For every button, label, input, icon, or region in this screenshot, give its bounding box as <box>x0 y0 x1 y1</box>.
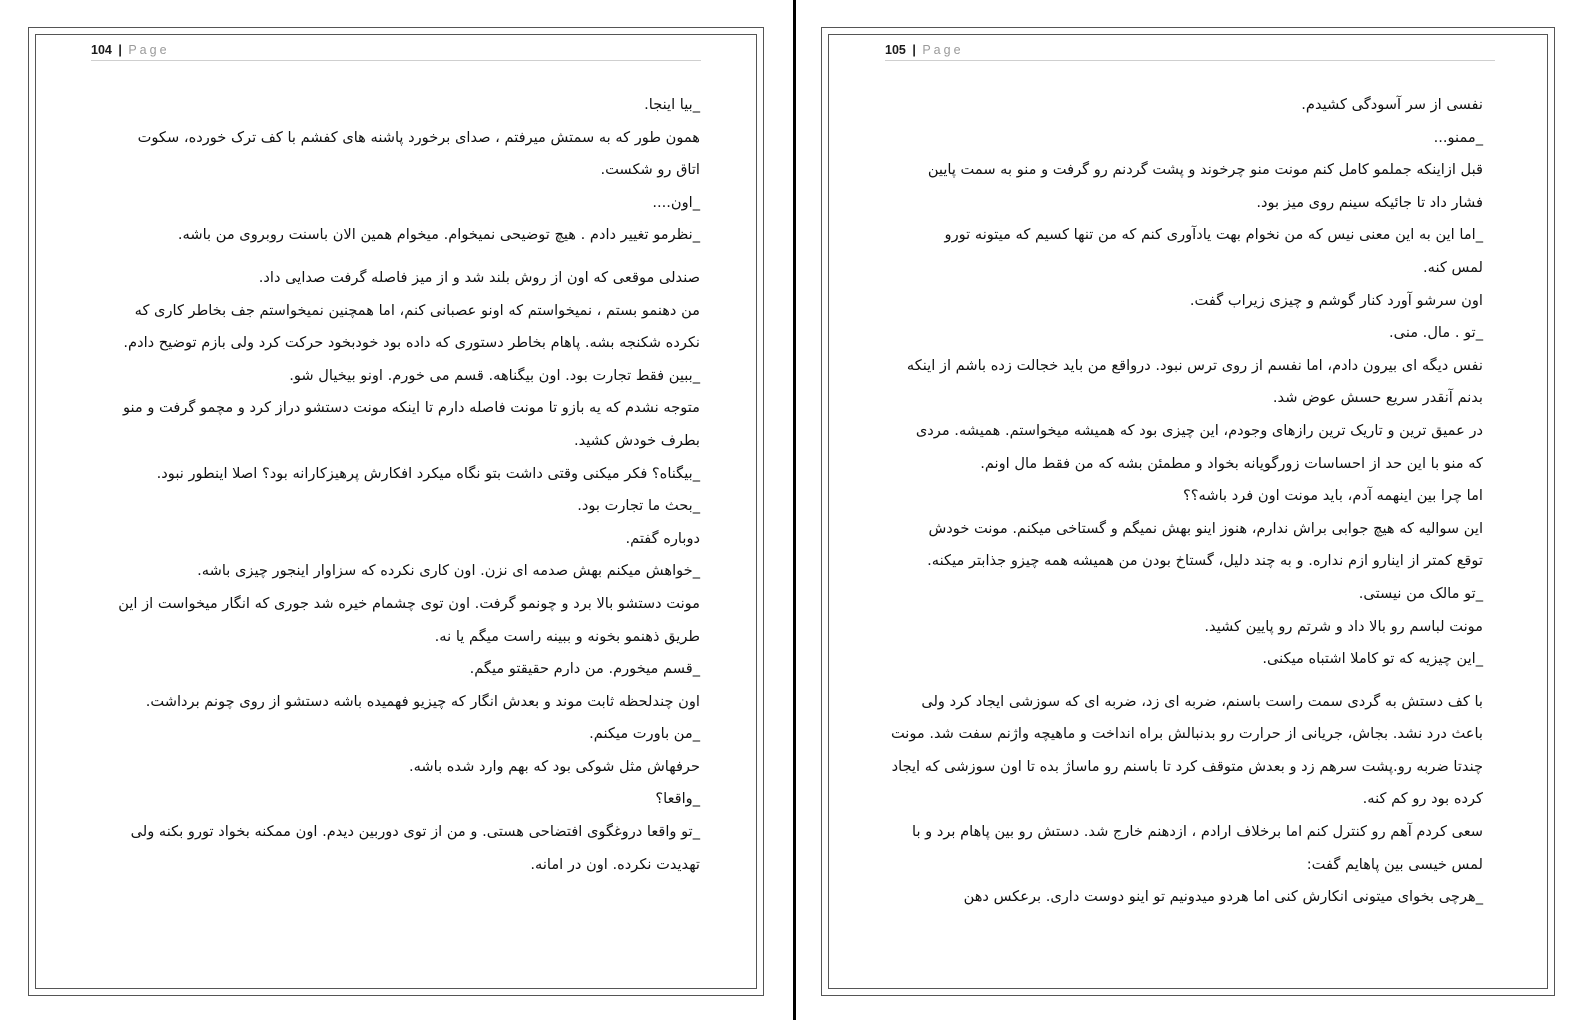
page-number: 104 <box>91 43 112 57</box>
header-separator: | <box>118 43 122 57</box>
paragraph: _اما این به این معنی نیس که من نخوام بهت یادآوری کنم که من تنها کسیم که میتونه تورو لمس کنه. <box>944 226 1483 276</box>
paragraph: نفسی از سر آسودگی کشیدم. <box>1301 96 1483 113</box>
paragraph: اون سرشو آورد کنار گوشم و چیزی زیراب گفت. <box>1189 291 1483 309</box>
paragraph: نفس دیگه ای بیرون دادم، اما نفسم از روی ترس نبود. درواقع من باید خجالت زده باشم از اینکه بدنم آنقدر سریع حسش عوض شد. <box>906 356 1483 407</box>
paragraph: این سوالیه که هیچ جوابی براش ندارم، هنوز اینو بهش نمیگم و گستاخی میکنم. مونت خودش توقع کمتر از اینارو ازم نداره. و به چند دلیل، گستاخ بودن من همیشه همه چیزو جذابتر میکنه. <box>927 519 1483 570</box>
paragraph: من دهنمو بستم ، نمیخواستم که اونو عصبانی کنم، اما همچنین نمیخواستم جف بخاطر کاری که نکرده شکنجه بشه. پاهام بخاطر دستوری که داده بود خودبخود حرکت کرد ولی بازم توضیح دادم. <box>123 301 700 352</box>
paragraph: _بحث ما تجارت بود. <box>577 497 700 515</box>
paragraph: _نظرمو تغییر دادم . هیچ توضیحی نمیخوام. میخوام همین الان باسنت روبروی من باشه. <box>177 226 700 244</box>
paragraph: _خواهش میکنم بهش صدمه ای نزن. اون کاری نکرده که سزاوار اینجور چیزی باشه. <box>197 562 700 580</box>
paragraph: مونت لباسم رو بالا داد و شرتم رو پایین کشید. <box>1204 617 1483 635</box>
paragraph: _تو مالک من نیستی. <box>1358 584 1483 602</box>
paragraph: سعی کردم آهم رو کنترل کنم اما برخلاف ارادم ، ازدهنم خارج شد. دستش رو بین پاهام برد و با لمس خیسی بین پاهایم گفت: <box>912 823 1483 873</box>
page-text <box>86 89 700 881</box>
paragraph: در عمیق ترین و تاریک ترین رازهای وجودم، این چیزی بود که همیشه میخواستم. همیشه. مردی که منو با این حد از احساسات زورگویانه بخواد و مطمئن بشه که من فقط مال اونم. <box>915 421 1483 472</box>
paragraph: _هرچی بخوای میتونی انکارش کنی اما هردو میدونیم تو اینو دوست داری. برعکس دهن <box>963 888 1483 906</box>
page-text <box>878 89 1483 914</box>
paragraph: با کف دستش به گردی سمت راست باسنم، ضربه ای زد، ضربه ای که سوزشی ایجاد کرد ولی باعث درد نشد. بجاش، جریانی از حرارت رو بدنبالش براه انداخت و ماهیچه واژنم سفت شد. مونت چندتا ضربه رو.پشت سرهم زد و بعدش متوقف کرد تا باسنم رو ماساژ بده تا اون سوزشی که ایجاد کرده بود رو کم کنه. <box>890 692 1483 808</box>
page-header <box>91 42 701 61</box>
paragraph: _بیا اینجا. <box>644 96 700 113</box>
paragraph: _ممنو... <box>1433 128 1483 146</box>
paragraph: _من باورت میکنم. <box>589 725 700 743</box>
header-separator: | <box>912 43 916 57</box>
page-104 <box>0 0 793 1020</box>
paragraph: متوجه نشدم که یه بازو تا مونت فاصله دارم تا اینکه مونت دستشو دراز کرد و مچمو گرفت و منو بطرف خودش کشید. <box>122 399 700 449</box>
page-105 <box>796 0 1587 1020</box>
paragraph: صندلی موقعی که اون از روش بلند شد و از میز فاصله گرفت صدایی داد. <box>258 268 700 286</box>
paragraph: _قسم میخورم. من دارم حقیقتو میگم. <box>469 660 700 678</box>
page-number: 105 <box>885 43 906 57</box>
paragraph: _این چیزیه که تو کاملا اشتباه میکنی. <box>1262 650 1483 668</box>
paragraph: اون چندلحظه ثابت موند و بعدش انگار که چیزیو فهمیده باشه دستشو از روی چونم برداشت. <box>145 692 700 710</box>
paragraph: دوباره گفتم. <box>625 529 700 547</box>
paragraph: اما چرا بین اینهمه آدم، باید مونت اون فرد باشه؟؟ <box>1183 487 1483 505</box>
paragraph: _واقعا؟ <box>655 790 700 808</box>
page-label: Page <box>128 43 170 57</box>
paragraph: قبل ازاینکه جملمو کامل کنم مونت منو چرخوند و پشت گردنم رو گرفت و منو به سمت پایین فشار داد تا جائیکه سینم روی میز بود. <box>927 161 1483 211</box>
page-label: Page <box>922 43 964 57</box>
paragraph: _تو واقعا دروغگوی افتضاحی هستی. و من از توی دوربین دیدم. اون ممکنه بخواد تورو بکنه ولی تهدیدت نکرده. اون در امانه. <box>130 823 700 873</box>
paragraph: _بیگناه؟ فکر میکنی وقتی داشت بتو نگاه میکرد افکارش پرهیزکارانه بود؟ اصلا اینطور نبود. <box>156 464 700 482</box>
paragraph: مونت دستشو بالا برد و چونمو گرفت. اون توی چشمام خیره شد جوری که انگار میخواست از این طریق ذهنمو بخونه و ببینه راست میگم یا نه. <box>118 594 700 645</box>
paragraph: همون طور که به سمتش میرفتم ، صدای برخورد پاشنه های کفشم با کف ترک خورده، سکوت اتاق رو شکست. <box>137 128 700 179</box>
page-header <box>885 42 1495 61</box>
paragraph: _ببین فقط تجارت بود. اون بیگناهه. قسم می خورم. اونو بیخیال شو. <box>289 366 700 384</box>
paragraph: _اون.... <box>652 193 700 211</box>
paragraph: حرفهاش مثل شوکی بود که بهم وارد شده باشه. <box>408 757 700 775</box>
paragraph: _تو . مال. منی. <box>1389 324 1483 342</box>
